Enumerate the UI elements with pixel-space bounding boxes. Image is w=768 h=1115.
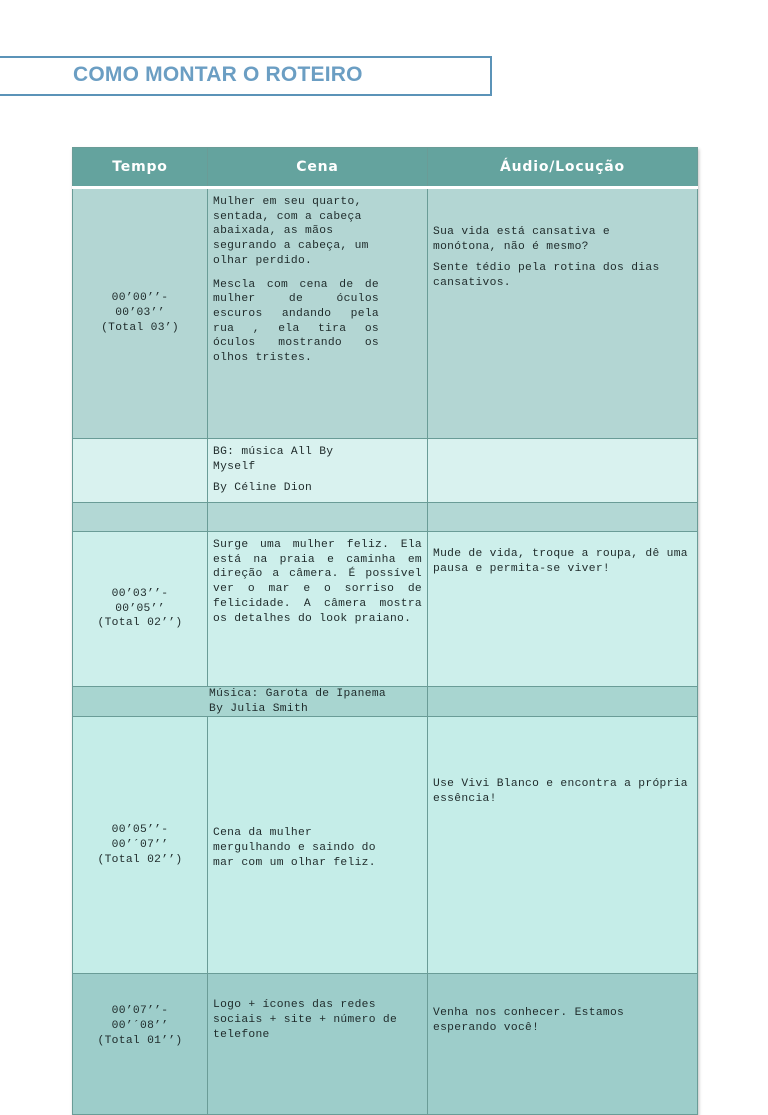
table-row — [73, 687, 698, 717]
time-total: (Total 03’) — [101, 321, 179, 334]
time-cell — [73, 188, 208, 439]
header-audio: Áudio/Locução — [428, 148, 698, 188]
audio-text: Use Vivi Blanco e encontra a própria essência! — [433, 778, 688, 806]
music-text: By Julia Smith — [209, 702, 309, 715]
time-cell — [73, 717, 208, 974]
music-text: BG: música All By Myself — [213, 446, 334, 473]
music-text: Música: Garota de Ipanema — [209, 688, 386, 700]
table-row — [73, 717, 698, 974]
table-row — [73, 503, 698, 532]
time-end: 00’03’’ — [115, 307, 165, 320]
scene-cell — [208, 188, 428, 439]
empty-cell — [428, 687, 698, 717]
scene-text: Logo + ícones das redes sociais + site + número de telefone — [213, 999, 398, 1041]
time-total: (Total 02’’) — [97, 617, 183, 630]
time-total: (Total 01’’) — [97, 1034, 183, 1047]
scene-text: Cena da mulher mergulhando e saindo do mar com um olhar feliz. — [213, 827, 376, 869]
table-row — [73, 974, 698, 1115]
audio-text: Sua vida está cansativa e monótona, não é mesmo? — [433, 226, 610, 253]
table-header-row — [73, 148, 698, 188]
time-start: 00’03’’- — [111, 587, 169, 600]
scene-cell — [208, 717, 428, 974]
scene-cell — [208, 974, 428, 1115]
time-end: 00’´07’’ — [111, 839, 169, 852]
music-cell — [73, 687, 428, 717]
audio-text: Sente tédio pela rotina dos dias cansativos. — [433, 262, 660, 290]
time-end: 00’´08’’ — [111, 1020, 169, 1033]
audio-cell — [428, 188, 698, 439]
header-tempo: Tempo — [73, 148, 208, 188]
empty-cell — [208, 503, 428, 532]
empty-cell — [428, 503, 698, 532]
time-start: 00’07’’- — [111, 1005, 169, 1018]
music-cell — [208, 439, 428, 503]
header-cena: Cena — [208, 148, 428, 188]
audio-cell — [428, 532, 698, 687]
table-row — [73, 532, 698, 687]
time-start: 00’00’’- — [111, 292, 169, 305]
audio-text: Mude de vida, troque a roupa, dê uma pausa e permita-se viver! — [433, 548, 688, 575]
scene-text: Surge uma mulher feliz. Ela está na praia e caminha em direção a câmera. É possível ver o mar e o sorriso de felicidade. A câmera mostra os detalhes do look praiano. — [213, 539, 422, 625]
time-total: (Total 02’’) — [97, 853, 183, 866]
time-end: 00’05’’ — [115, 602, 165, 615]
empty-cell — [428, 439, 698, 503]
scene-text: Mescla com cena de de mulher de óculos escuros andando pela rua , ela tira os óculos mostrando os olhos tristes. — [213, 278, 379, 365]
scene-text: Mulher em seu quarto, sentada, com a cabeça abaixada, as mãos segurando a cabeça, um olhar perdido. — [213, 196, 369, 267]
audio-cell — [428, 717, 698, 974]
audio-cell — [428, 974, 698, 1115]
time-cell — [73, 974, 208, 1115]
table-row — [73, 439, 698, 503]
page-title: COMO MONTAR O ROTEIRO — [73, 63, 363, 86]
empty-cell — [73, 439, 208, 503]
music-text: By Céline Dion — [213, 482, 313, 495]
table-row — [73, 188, 698, 439]
time-start: 00’05’’- — [111, 824, 169, 837]
scene-cell — [208, 532, 428, 687]
script-table — [72, 147, 698, 1115]
audio-text: Venha nos conhecer. Estamos esperando você! — [433, 1007, 625, 1035]
time-cell — [73, 532, 208, 687]
empty-cell — [73, 503, 208, 532]
